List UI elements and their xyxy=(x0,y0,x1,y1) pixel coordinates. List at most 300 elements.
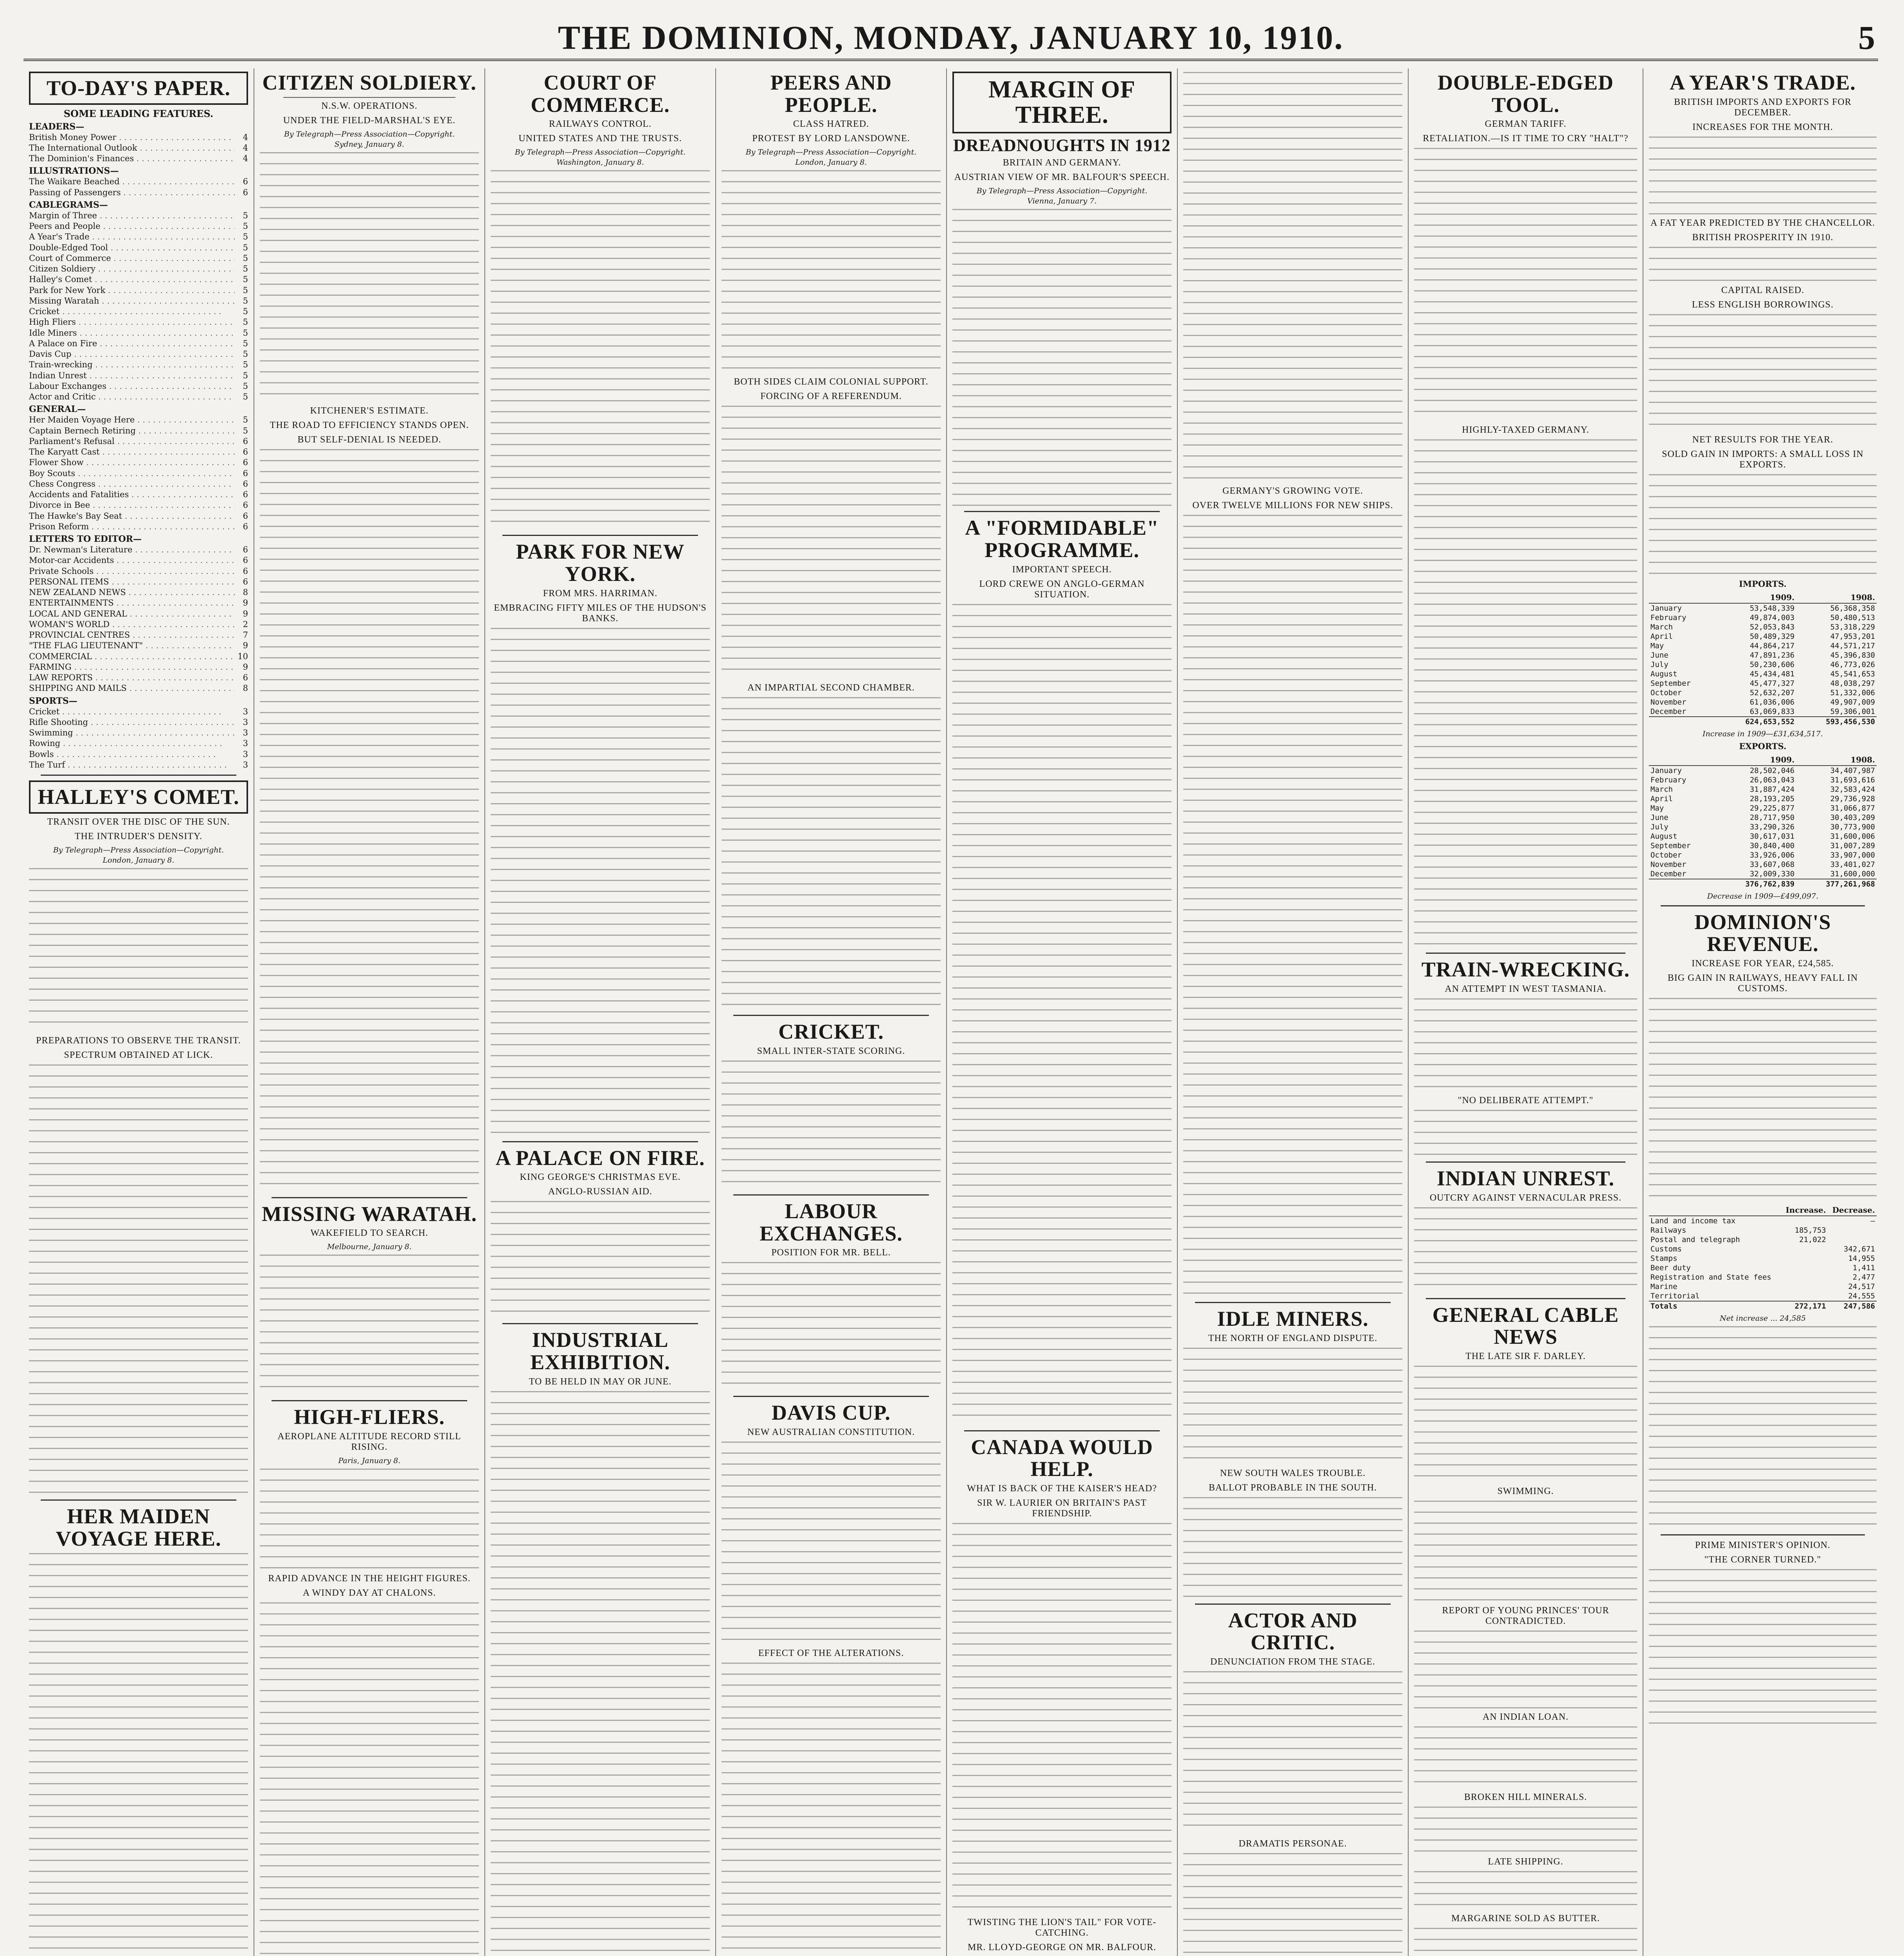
article-text xyxy=(491,170,710,530)
table-cell: 31,007,289 xyxy=(1830,841,1875,850)
index-item-page: 6 xyxy=(243,577,248,586)
revenue-table xyxy=(1649,1205,1877,1311)
imports-increase: Increase in 1909—£31,634,517. xyxy=(1702,729,1823,738)
index-item xyxy=(29,296,248,306)
table-cell xyxy=(1828,1226,1877,1235)
table-cell xyxy=(1781,1282,1828,1291)
fliers-headline: HIGH-FLIERS. xyxy=(294,1405,445,1429)
index-item-page: 3 xyxy=(243,739,248,748)
index-item-name: The Hawke's Bay Seat . . . xyxy=(29,511,235,521)
index-item-name: Parliament's Refusal . . . xyxy=(29,436,235,446)
index-item-name: High Fliers . . . xyxy=(29,317,235,327)
index-item-page: 9 xyxy=(243,662,248,672)
index-item-name: Chess Congress . . . xyxy=(29,479,235,489)
comet-credit: By Telegraph—Press Association—Copyright. xyxy=(53,845,224,854)
index-subtitle: SOME LEADING FEATURES. xyxy=(63,108,214,119)
index-item-page: 5 xyxy=(243,221,248,231)
page-number: 5 xyxy=(1858,19,1875,56)
article-text xyxy=(1414,1871,1637,1910)
index-item-page: 5 xyxy=(243,392,248,402)
imports-table xyxy=(1649,592,1877,726)
index-item-name: Passing of Passengers . . . xyxy=(29,187,235,198)
table-cell: 50,480,513 xyxy=(1830,613,1875,622)
palace-sub1: KING GEORGE'S CHRISTMAS EVE. xyxy=(520,1172,681,1183)
table-cell: December xyxy=(1650,869,1686,878)
index-item-name: Double-Edged Tool . . . xyxy=(29,243,235,253)
cable-sub5: BROKEN HILL MINERALS. xyxy=(1464,1792,1587,1803)
table-row xyxy=(1649,1263,1877,1273)
table-cell: 59,306,001 xyxy=(1830,707,1875,716)
table-cell: 31,693,616 xyxy=(1830,775,1875,784)
index-item-name: Halley's Comet . . . xyxy=(29,274,235,284)
table-cell: 342,671 xyxy=(1843,1245,1875,1254)
exhibition-headline: INDUSTRIAL EXHIBITION. xyxy=(530,1328,670,1374)
article-text xyxy=(260,152,479,403)
article-text xyxy=(722,1663,941,1956)
index-item-page: 4 xyxy=(243,154,248,164)
table-row xyxy=(1649,775,1877,785)
pm-sub: "THE CORNER TURNED." xyxy=(1704,1555,1821,1565)
fliers-sub3: A WINDY DAY AT CHALONS. xyxy=(302,1588,436,1598)
index-item-name: Divorce in Bee . . . xyxy=(29,500,235,510)
index-item-page: 3 xyxy=(243,707,248,716)
index-item-page: 5 xyxy=(243,243,248,252)
index-item-page: 6 xyxy=(243,566,248,576)
table-header: 1908. xyxy=(1796,754,1877,766)
article-text xyxy=(260,1602,479,1956)
table-header xyxy=(1649,754,1716,766)
table-cell xyxy=(1781,1291,1828,1301)
index-item-name: ENTERTAINMENTS . . . xyxy=(29,598,235,608)
table-row xyxy=(1649,860,1877,869)
table-cell: 45,434,481 xyxy=(1749,669,1795,678)
table-header: 1909. xyxy=(1716,592,1796,603)
comet-sub4: SPECTRUM OBTAINED AT LICK. xyxy=(64,1050,213,1060)
table-row xyxy=(1649,1216,1877,1226)
cable-headline: GENERAL CABLE NEWS xyxy=(1432,1303,1619,1349)
exports-caption: EXPORTS. xyxy=(1739,741,1787,751)
column-6 xyxy=(1178,68,1409,1956)
table-cell: Stamps xyxy=(1650,1254,1677,1263)
index-item xyxy=(29,153,248,164)
table-row xyxy=(1649,660,1877,669)
cable-sub1: THE LATE SIR F. DARLEY. xyxy=(1465,1351,1586,1362)
table-cell: 24,517 xyxy=(1848,1282,1875,1291)
table-cell: 31,887,424 xyxy=(1749,785,1795,794)
table-cell: 49,907,009 xyxy=(1830,698,1875,707)
index-item xyxy=(29,521,248,532)
twisting-headline: TWISTING THE LION'S TAIL" FOR VOTE-CATCHING. xyxy=(967,1917,1157,1938)
table-cell xyxy=(1781,1263,1828,1273)
peers-sub2: PROTEST BY LORD LANSDOWNE. xyxy=(752,133,910,144)
table-cell: 33,926,006 xyxy=(1749,850,1795,859)
index-item xyxy=(29,598,248,608)
article-text xyxy=(722,1061,941,1190)
labour-headline: LABOUR EXCHANGES. xyxy=(759,1199,903,1245)
table-header: Decrease. xyxy=(1828,1205,1877,1216)
trade-headline: A YEAR'S TRADE. xyxy=(1670,71,1856,94)
index-item-page: 5 xyxy=(243,381,248,391)
index-item-name: Her Maiden Voyage Here . . . xyxy=(29,415,235,425)
table-row xyxy=(1649,794,1877,804)
index-item xyxy=(29,221,248,231)
index-item xyxy=(29,447,248,457)
index-item-name: British Money Power . . . xyxy=(29,132,235,142)
table-cell: 47,891,236 xyxy=(1749,651,1795,660)
davis-headline: DAVIS CUP. xyxy=(771,1401,891,1425)
davis-sub1: NEW AUSTRALIAN CONSTITUTION. xyxy=(747,1427,915,1438)
table-cell: June xyxy=(1650,813,1668,822)
table-row xyxy=(1649,707,1877,717)
article-text xyxy=(1414,1110,1637,1157)
index-section-heading: GENERAL— xyxy=(29,404,86,415)
twisting-sub1: MR. LLOYD-GEORGE ON MR. BALFOUR. xyxy=(967,1942,1156,1953)
index-item-name: Peers and People . . . xyxy=(29,221,235,231)
indian-sub: OUTCRY AGAINST VERNACULAR PRESS. xyxy=(1429,1192,1622,1203)
index-item-page: 5 xyxy=(243,264,248,274)
index-item-page: 6 xyxy=(243,177,248,187)
revenue-net: Net increase ... 24,585 xyxy=(1720,1314,1806,1323)
index-item-page: 2 xyxy=(243,619,248,629)
index-item-name: Davis Cup . . . xyxy=(29,349,235,359)
table-cell: 24,555 xyxy=(1848,1292,1875,1301)
index-item xyxy=(29,683,248,693)
index-item-name: PROVINCIAL CENTRES . . . xyxy=(29,630,235,640)
table-row xyxy=(1649,688,1877,698)
revenue-sub1: INCREASE FOR YEAR, £24,585. xyxy=(1692,958,1834,969)
index-item xyxy=(29,662,248,672)
table-cell: 28,502,046 xyxy=(1749,766,1795,775)
cable-sub2: SWIMMING. xyxy=(1497,1486,1554,1497)
peers-sub3: BOTH SIDES CLAIM COLONIAL SUPPORT. xyxy=(734,377,929,387)
margin-sub1: DREADNOUGHTS IN 1912 xyxy=(953,136,1171,155)
article-text xyxy=(491,628,710,1136)
index-item-page: 6 xyxy=(243,500,248,510)
table-row xyxy=(1649,804,1877,813)
court-credit: By Telegraph—Press Association—Copyright. xyxy=(515,148,686,157)
index-item xyxy=(29,187,248,198)
index-item xyxy=(29,672,248,683)
table-row xyxy=(1649,622,1877,632)
davis-sub2: EFFECT OF THE ALTERATIONS. xyxy=(758,1648,904,1659)
index-item xyxy=(29,132,248,142)
revenue-sub2: BIG GAIN IN RAILWAYS, HEAVY FALL IN CUSTOMS. xyxy=(1667,973,1858,994)
tool-sub1: GERMAN TARIFF. xyxy=(1485,119,1567,129)
divider xyxy=(964,511,1160,512)
table-cell: Customs xyxy=(1650,1245,1682,1254)
table-cell: April xyxy=(1650,794,1673,803)
article-text xyxy=(1183,1348,1402,1465)
peers-sub5: AN IMPARTIAL SECOND CHAMBER. xyxy=(747,683,915,693)
table-cell: May xyxy=(1650,804,1664,813)
table-row xyxy=(1649,1235,1877,1244)
exports-decrease: Decrease in 1909—£499,097. xyxy=(1707,892,1819,901)
cable-sub7: MARGARINE SOLD AS BUTTER. xyxy=(1451,1913,1600,1924)
index-item-page: 6 xyxy=(243,545,248,555)
table-cell: 376,762,839 xyxy=(1716,879,1796,889)
citizen-sub1: N.S.W. OPERATIONS. xyxy=(321,101,418,111)
article-text xyxy=(1183,1853,1402,1956)
article-text xyxy=(1414,1807,1637,1854)
table-cell xyxy=(1781,1254,1828,1263)
article-text xyxy=(1414,1631,1637,1709)
citizen-sub3: KITCHENER'S ESTIMATE. xyxy=(310,405,429,416)
index-item-name: The Karyatt Cast . . . xyxy=(29,447,235,457)
citizen-credit: By Telegraph—Press Association—Copyright. xyxy=(284,129,455,138)
table-cell: Totals xyxy=(1649,1301,1781,1311)
fliers-sub1: AEROPLANE ALTITUDE RECORD STILL RISING. xyxy=(277,1431,461,1453)
canada-sub2: SIR W. LAURIER ON BRITAIN'S PAST FRIENDSHIP. xyxy=(977,1498,1147,1519)
index-item xyxy=(29,243,248,253)
table-cell: Postal and telegraph xyxy=(1650,1235,1740,1244)
index-item-name: Motor-car Accidents . . . xyxy=(29,555,235,565)
table-cell: 29,225,877 xyxy=(1749,804,1795,813)
article-text xyxy=(1649,998,1877,1201)
table-cell: March xyxy=(1650,785,1673,794)
tool-headline: DOUBLE-EDGED TOOL. xyxy=(1437,71,1614,117)
index-item-page: 5 xyxy=(243,285,248,295)
index-item-page: 3 xyxy=(243,760,248,769)
index-item-page: 8 xyxy=(243,588,248,597)
table-row xyxy=(1649,869,1877,879)
table-cell: 33,290,326 xyxy=(1749,822,1795,831)
table-cell: Railways xyxy=(1650,1226,1686,1235)
index-item-name: WOMAN'S WORLD . . . xyxy=(29,619,235,629)
index-item xyxy=(29,338,248,349)
divider xyxy=(733,1015,929,1016)
divider xyxy=(502,1141,698,1142)
table-row xyxy=(1649,785,1877,794)
court-headline: COURT OF COMMERCE. xyxy=(531,71,670,117)
index-item-page: 10 xyxy=(238,651,248,661)
idle-sub3: BALLOT PROBABLE IN THE SOUTH. xyxy=(1208,1482,1377,1493)
actor-headline: ACTOR AND CRITIC. xyxy=(1228,1608,1358,1654)
index-item-page: 6 xyxy=(243,556,248,565)
divider xyxy=(502,1323,698,1324)
table-cell: 272,171 xyxy=(1781,1301,1828,1311)
index-item-name: Park for New York . . . xyxy=(29,285,235,295)
divider xyxy=(733,1194,929,1196)
table-cell: April xyxy=(1650,632,1673,641)
index-item-page: 6 xyxy=(243,521,248,531)
park-sub1: FROM MRS. HARRIMAN. xyxy=(543,588,658,599)
table-cell: 33,907,000 xyxy=(1830,850,1875,859)
table-row xyxy=(1649,766,1877,775)
table-cell: July xyxy=(1650,660,1668,669)
article-text xyxy=(29,1553,248,1956)
index-item-name: Actor and Critic . . . xyxy=(29,392,235,402)
article-text xyxy=(952,1523,1172,1914)
article-text xyxy=(722,1442,941,1645)
index-item-name: Cricket . . . xyxy=(29,707,235,717)
index-item-name: Margin of Three . . . xyxy=(29,210,235,221)
table-cell: 44,864,217 xyxy=(1749,641,1795,650)
article-text xyxy=(1183,515,1402,1297)
index-item-page: 5 xyxy=(243,360,248,370)
article-text xyxy=(260,1469,479,1570)
table-cell: 52,632,207 xyxy=(1749,688,1795,697)
court-sub1: RAILWAYS CONTROL. xyxy=(549,119,652,129)
divider xyxy=(1661,905,1865,906)
peers-credit: By Telegraph—Press Association—Copyright. xyxy=(745,148,917,157)
index-item xyxy=(29,306,248,316)
cable-sub4: AN INDIAN LOAN. xyxy=(1483,1712,1569,1722)
idle-sub1: THE NORTH OF ENGLAND DISPUTE. xyxy=(1208,1333,1378,1343)
margin-sub2: BRITAIN AND GERMANY. xyxy=(1002,158,1121,168)
index-item xyxy=(29,717,248,727)
index-item-page: 5 xyxy=(243,338,248,348)
index-item-page: 4 xyxy=(243,143,248,153)
table-cell: 51,332,006 xyxy=(1830,688,1875,697)
table-cell: 14,955 xyxy=(1848,1254,1875,1263)
column-5 xyxy=(947,68,1178,1956)
article-text xyxy=(1649,474,1877,576)
masthead xyxy=(23,16,1878,61)
table-cell: 56,368,358 xyxy=(1830,604,1875,613)
table-cell: 33,401,027 xyxy=(1830,860,1875,869)
divider xyxy=(41,1499,236,1501)
court-dateline: Washington, January 8. xyxy=(556,158,644,167)
index-item-page: 6 xyxy=(243,511,248,521)
index-item-page: 5 xyxy=(243,232,248,242)
table-row xyxy=(1649,822,1877,832)
article-text xyxy=(722,406,941,680)
index-item-page: 6 xyxy=(243,479,248,489)
article-text xyxy=(1414,1501,1637,1602)
table-cell: July xyxy=(1650,822,1668,831)
index-item xyxy=(29,436,248,446)
index-item xyxy=(29,749,248,759)
table-cell: 593,456,530 xyxy=(1796,717,1877,726)
divider xyxy=(964,1430,1160,1431)
index-item-page: 5 xyxy=(243,370,248,380)
fliers-dateline: Paris, January 8. xyxy=(338,1456,401,1465)
indian-headline: INDIAN UNREST. xyxy=(1436,1167,1615,1190)
table-total-row xyxy=(1649,1301,1877,1311)
table-cell xyxy=(1649,717,1716,726)
table-row xyxy=(1649,850,1877,860)
index-item xyxy=(29,264,248,274)
article-text xyxy=(1414,439,1637,948)
table-cell: Registration and State fees xyxy=(1650,1273,1771,1282)
table-row xyxy=(1649,669,1877,679)
table-row xyxy=(1649,841,1877,850)
index-item xyxy=(29,728,248,738)
table-cell: 45,477,327 xyxy=(1749,679,1795,688)
table-cell: March xyxy=(1650,622,1673,631)
column-1 xyxy=(23,68,254,1956)
table-row xyxy=(1649,1254,1877,1263)
peers-sub1: CLASS HATRED. xyxy=(793,119,869,129)
comet-sub1: TRANSIT OVER THE DISC OF THE SUN. xyxy=(47,816,230,827)
canada-headline: CANADA WOULD HELP. xyxy=(971,1435,1153,1481)
index-item xyxy=(29,232,248,242)
index-item-name: A Palace on Fire . . . xyxy=(29,338,235,349)
margin-headline: MARGIN OF THREE. xyxy=(952,72,1172,133)
index-item-name: Bowls . . . xyxy=(29,749,235,759)
index-item xyxy=(29,760,248,770)
index-item-page: 5 xyxy=(243,426,248,435)
table-cell xyxy=(1781,1273,1828,1282)
labour-sub: POSITION FOR MR. BELL. xyxy=(771,1248,891,1258)
table-cell: Territorial xyxy=(1650,1292,1700,1301)
table-cell: 31,600,000 xyxy=(1830,869,1875,878)
column-8 xyxy=(1643,68,1882,1956)
index-item xyxy=(29,707,248,717)
waratah-dateline: Melbourne, January 8. xyxy=(327,1242,412,1251)
index-item-name: Boy Scouts . . . xyxy=(29,468,235,478)
index-item-name: Rifle Shooting . . . xyxy=(29,717,235,727)
palace-sub2: ANGLO-RUSSIAN AID. xyxy=(548,1187,652,1197)
table-cell: 61,036,006 xyxy=(1749,698,1795,707)
table-cell: 30,403,209 xyxy=(1830,813,1875,822)
table-cell: 31,600,006 xyxy=(1830,832,1875,841)
index-section-heading: LEADERS— xyxy=(29,121,85,132)
table-row xyxy=(1649,641,1877,651)
court-sub2: UNITED STATES AND THE TRUSTS. xyxy=(518,133,682,144)
table-cell: 26,063,043 xyxy=(1749,775,1795,784)
article-text xyxy=(722,697,941,1010)
index-item xyxy=(29,253,248,263)
table-cell: 53,318,229 xyxy=(1830,622,1875,631)
park-sub2: EMBRACING FIFTY MILES OF THE HUDSON'S BANKS. xyxy=(494,602,707,624)
index-item xyxy=(29,360,248,370)
divider xyxy=(1195,1302,1391,1303)
article-text xyxy=(1183,72,1402,483)
index-title: TO-DAY'S PAPER. xyxy=(29,72,248,105)
train-headline: TRAIN-WRECKING. xyxy=(1421,958,1630,982)
index-item-name: Rowing . . . xyxy=(29,738,235,748)
table-header: Increase. xyxy=(1781,1205,1828,1216)
table-cell: December xyxy=(1650,707,1686,716)
article-text xyxy=(1649,1569,1877,1733)
peers-sub4: FORCING OF A REFERENDUM. xyxy=(760,391,902,402)
index-item-name: Missing Waratah . . . xyxy=(29,296,235,306)
table-cell: January xyxy=(1650,766,1682,775)
article-text xyxy=(29,1064,248,1495)
index-item-name: PERSONAL ITEMS . . . xyxy=(29,577,235,587)
table-cell: 63,069,833 xyxy=(1749,707,1795,716)
index-item xyxy=(29,415,248,425)
table-cell: 52,053,843 xyxy=(1749,622,1795,631)
revenue-headline: DOMINION'S REVENUE. xyxy=(1694,910,1831,956)
imports-caption: IMPORTS. xyxy=(1739,579,1787,589)
trade-sub2: INCREASES FOR THE MONTH. xyxy=(1692,122,1833,132)
waratah-sub: WAKEFIELD TO SEARCH. xyxy=(310,1228,428,1239)
trade-sub1: BRITISH IMPORTS AND EXPORTS FOR DECEMBER. xyxy=(1674,97,1852,118)
table-cell: 30,773,900 xyxy=(1830,822,1875,831)
table-cell: 45,396,830 xyxy=(1830,651,1875,660)
table-cell xyxy=(1781,1216,1828,1226)
index-item xyxy=(29,640,248,651)
index-item-name: Cricket . . . xyxy=(29,306,235,316)
index-item-page: 9 xyxy=(243,609,248,618)
table-cell: 50,230,606 xyxy=(1749,660,1795,669)
table-cell: 32,009,330 xyxy=(1749,869,1795,878)
column-7 xyxy=(1409,68,1643,1956)
table-cell: January xyxy=(1650,604,1682,613)
divider xyxy=(272,1197,467,1198)
index-item-name: The Waikare Beached . . . xyxy=(29,176,235,187)
index-item-name: The International Outlook . . . xyxy=(29,143,235,153)
index-item-name: Prison Reform . . . xyxy=(29,521,235,532)
cable-sub6: LATE SHIPPING. xyxy=(1488,1857,1564,1867)
table-cell: Land and income tax xyxy=(1650,1217,1736,1226)
index-item-name: NEW ZEALAND NEWS . . . xyxy=(29,587,235,597)
index-item-page: 6 xyxy=(243,490,248,500)
index-section-heading: ILLUSTRATIONS— xyxy=(29,166,119,176)
index-item xyxy=(29,489,248,500)
